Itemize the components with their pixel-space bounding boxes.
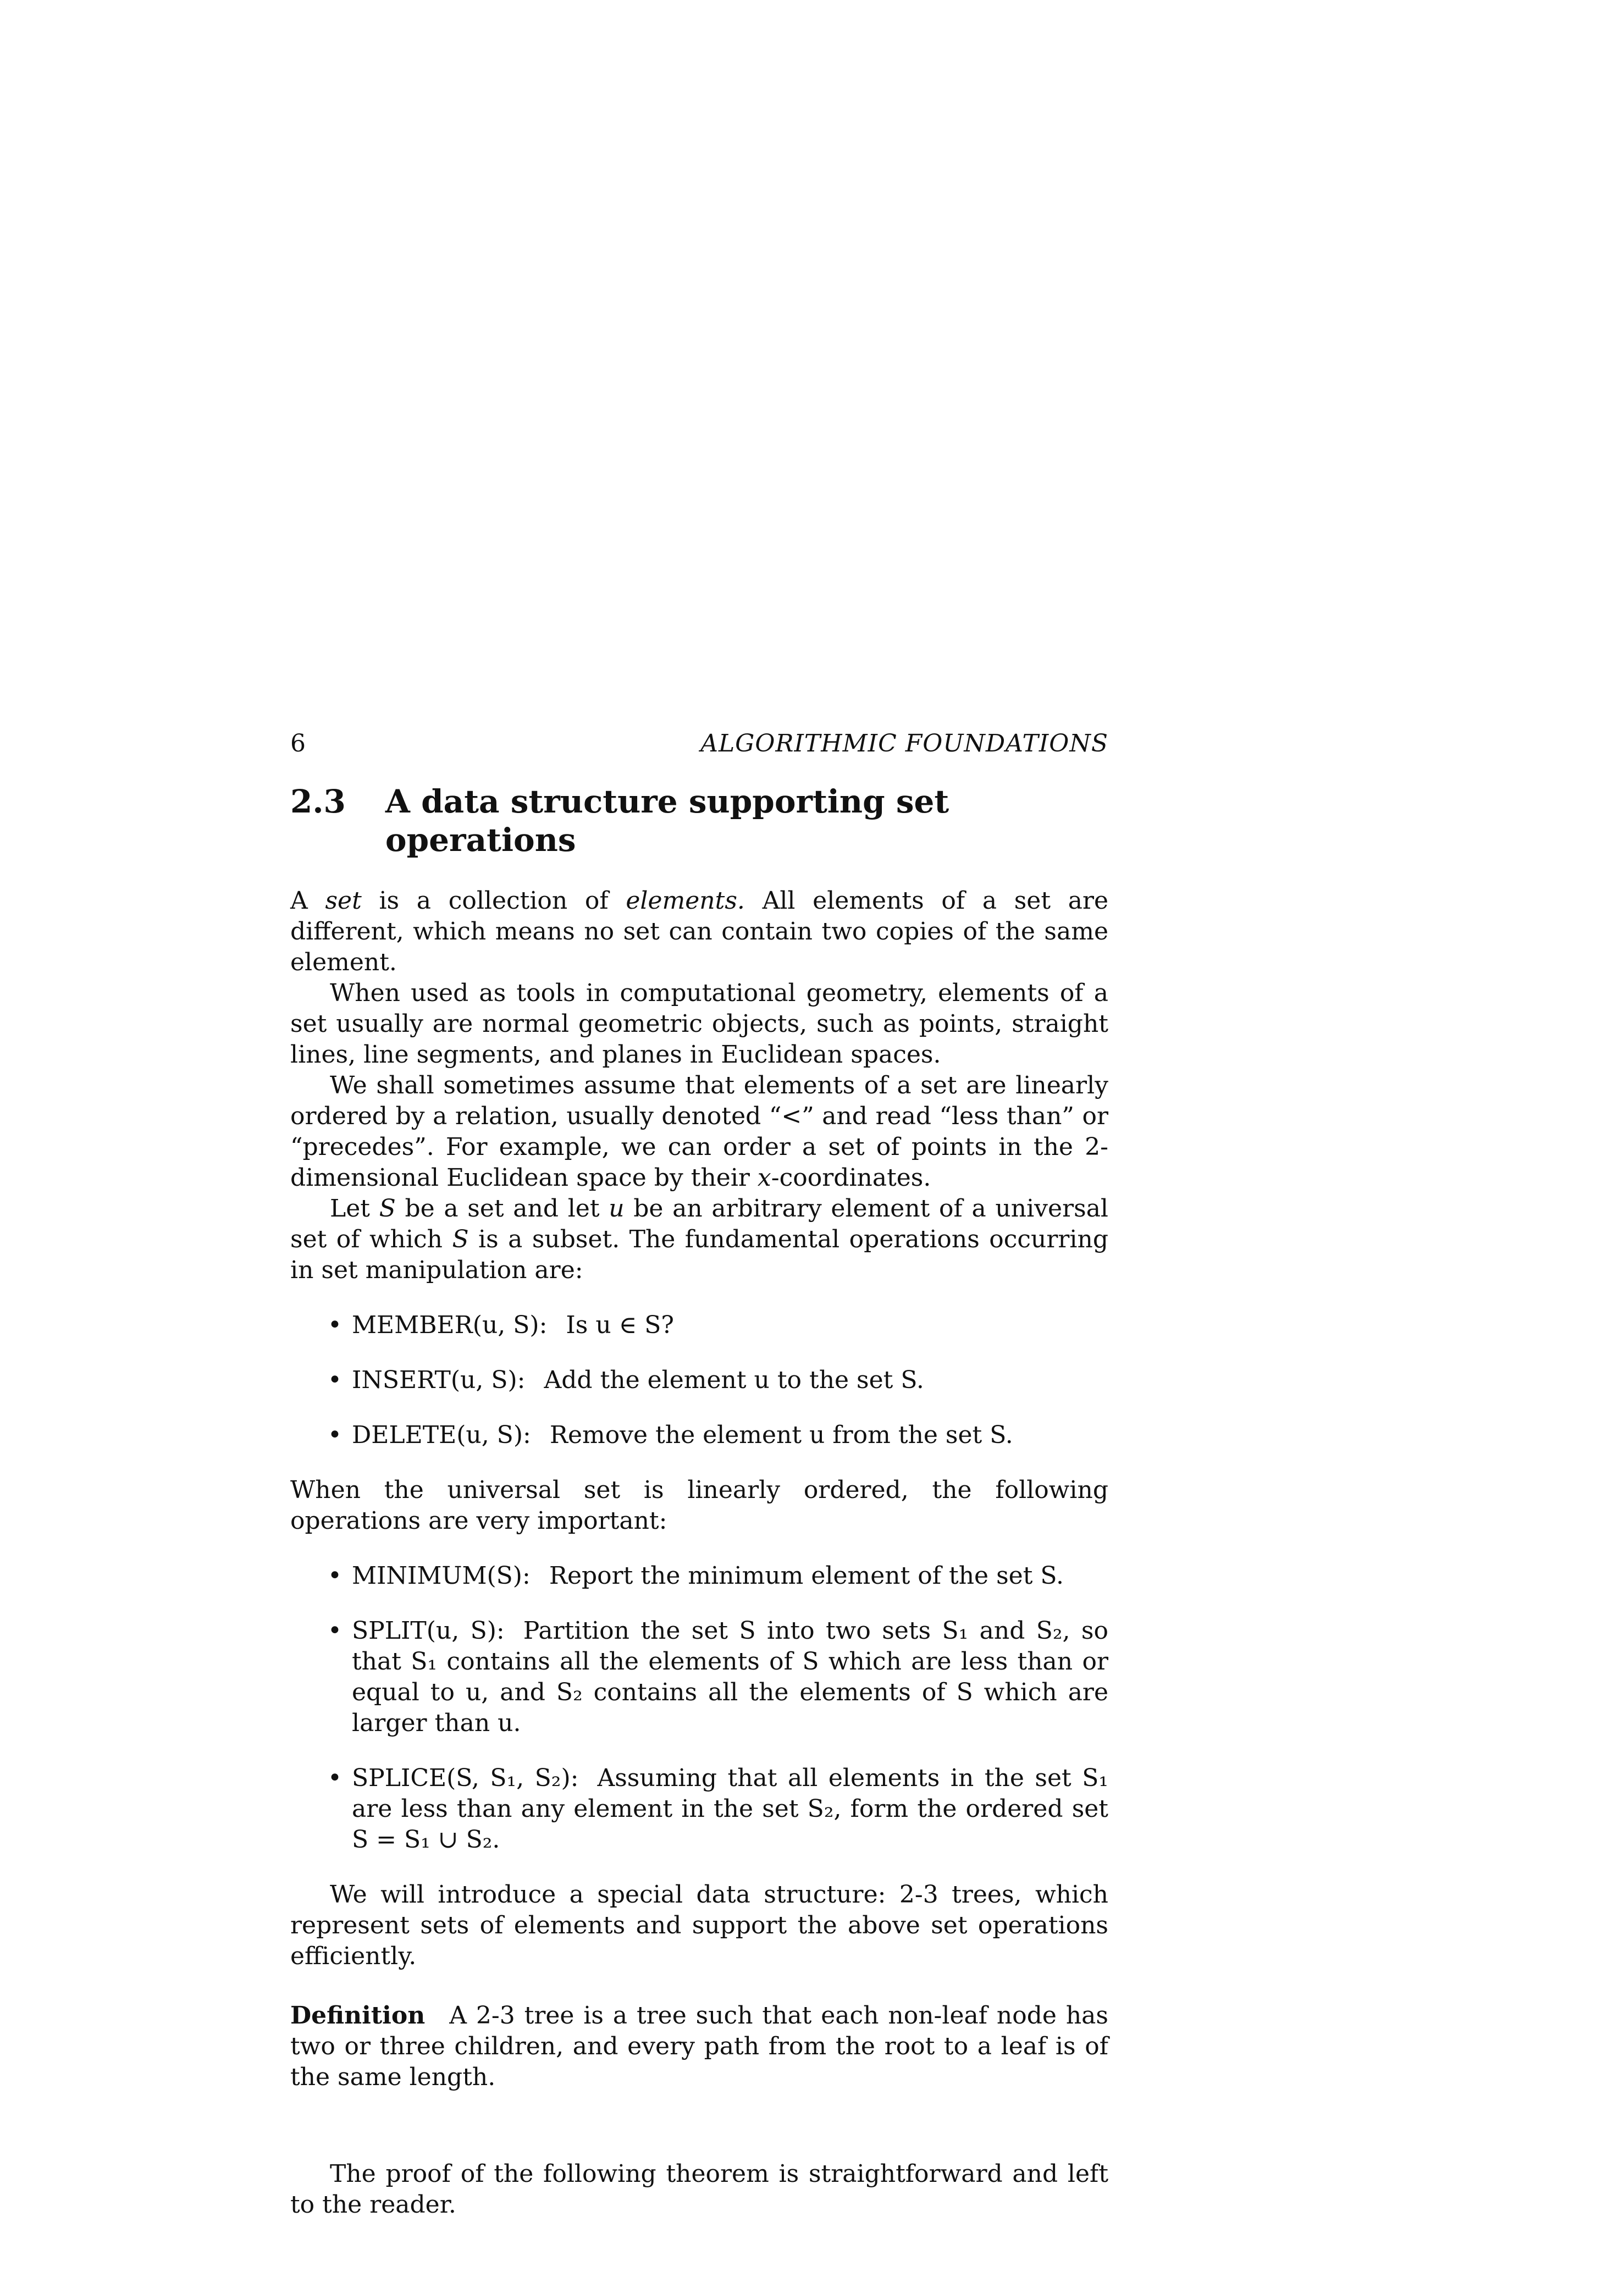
section-number: 2.3	[290, 783, 346, 820]
list-item-insert	[290, 1365, 1108, 1396]
text-run: We shall sometimes assume that elements of a set are linearly ordered by a relation, usually denoted “<” and read “less than” or “precedes”. For example, we can order a set of points in the 2-dimensional Euclidean space by their	[290, 1071, 1108, 1192]
text-run: be an arbitrary element of a universal set of which	[290, 1195, 1108, 1253]
math-S: S	[452, 1225, 469, 1253]
ordered-operations-list	[290, 1561, 1108, 1855]
running-title: ALGORITHMIC FOUNDATIONS	[700, 729, 1108, 758]
spacer	[290, 1972, 1108, 2000]
page-body	[290, 728, 1108, 2220]
operation-name: SPLIT(u, S):	[352, 1617, 505, 1645]
page-number: 6	[290, 729, 306, 758]
list-item-minimum	[290, 1561, 1108, 1591]
text-run: is a collection of	[361, 887, 626, 915]
paragraph-ordered-operations: When the universal set is linearly ordered, the following operations are very important:	[290, 1476, 1108, 1535]
operation-description: Assuming that all elements in the set S₁ are less than any element in the set S₂, form the ordered set S = S₁ ∪ S₂.	[352, 1764, 1108, 1854]
operation-name: SPLICE(S, S₁, S₂):	[352, 1764, 579, 1792]
operation-description: Partition the set S into two sets S₁ and S₂, so that S₁ contains all the elements of S which are less than or equal to u, and S₂ contains all the elements of S which are larger than u.	[352, 1617, 1109, 1737]
paragraph-fundamental-operations	[290, 1193, 1108, 1286]
bullet-glyph: •	[328, 1311, 342, 1339]
definition-2-3-tree	[290, 2000, 1108, 2093]
paragraph-linear-order	[290, 1070, 1108, 1193]
operation-description: Report the minimum element of the set S.	[549, 1562, 1064, 1590]
operation-description: Remove the element u from the set S.	[549, 1421, 1013, 1449]
operation-description: Add the element u to the set S.	[544, 1366, 924, 1394]
list-item-splice	[290, 1763, 1108, 1855]
operation-description: Is u ∈ S?	[566, 1311, 674, 1339]
section-heading	[290, 782, 1108, 859]
operation-name: INSERT(u, S):	[352, 1366, 526, 1394]
list-item-delete	[290, 1420, 1108, 1451]
operation-name: DELETE(u, S):	[352, 1421, 531, 1449]
list-item-member	[290, 1310, 1108, 1341]
text-run: A	[290, 887, 325, 915]
text-run: Let	[330, 1195, 379, 1223]
paragraph-2-3-trees-intro: We will introduce a special data structure: 2-3 trees, which represent sets of elements and support the above set operations efficiently.	[290, 1881, 1108, 1970]
math-u: u	[609, 1195, 625, 1223]
operation-name: MEMBER(u, S):	[352, 1311, 548, 1339]
text-run: -coordinates.	[771, 1164, 931, 1192]
spacer	[290, 2093, 1108, 2159]
text-run: be a set and let	[395, 1195, 609, 1223]
paragraph-geometric-objects: When used as tools in computational geometry, elements of a set usually are normal geometric objects, such as points, straight lines, line segments, and planes in Euclidean spaces.	[290, 979, 1108, 1069]
bullet-glyph: •	[328, 1764, 342, 1792]
term-elements: elements.	[626, 887, 745, 915]
definition-label: Definition	[290, 2002, 426, 2030]
bullet-glyph: •	[328, 1366, 342, 1394]
text-run: All elements of a set are different, which means no set can contain two copies of the same element.	[290, 887, 1109, 976]
section-title: A data structure supporting set operations	[385, 783, 949, 859]
bullet-glyph: •	[328, 1617, 342, 1645]
operation-name: MINIMUM(S):	[352, 1562, 531, 1590]
definition-text: A 2-3 tree is a tree such that each non-leaf node has two or three children, and every path from the root to a leaf is of the same length.	[290, 2002, 1108, 2091]
math-x: x	[757, 1164, 771, 1192]
list-item-split	[290, 1616, 1108, 1739]
paragraph-theorem-proof: The proof of the following theorem is straightforward and left to the reader.	[290, 2160, 1108, 2219]
basic-operations-list	[290, 1310, 1108, 1451]
text-run: is a subset. The fundamental operations occurring in set manipulation are:	[290, 1225, 1108, 1284]
running-head	[290, 728, 1108, 761]
term-set: set	[325, 887, 362, 915]
bullet-glyph: •	[328, 1562, 342, 1590]
math-S: S	[379, 1195, 396, 1223]
paragraph-set-definition	[290, 886, 1108, 978]
bullet-glyph: •	[328, 1421, 342, 1449]
